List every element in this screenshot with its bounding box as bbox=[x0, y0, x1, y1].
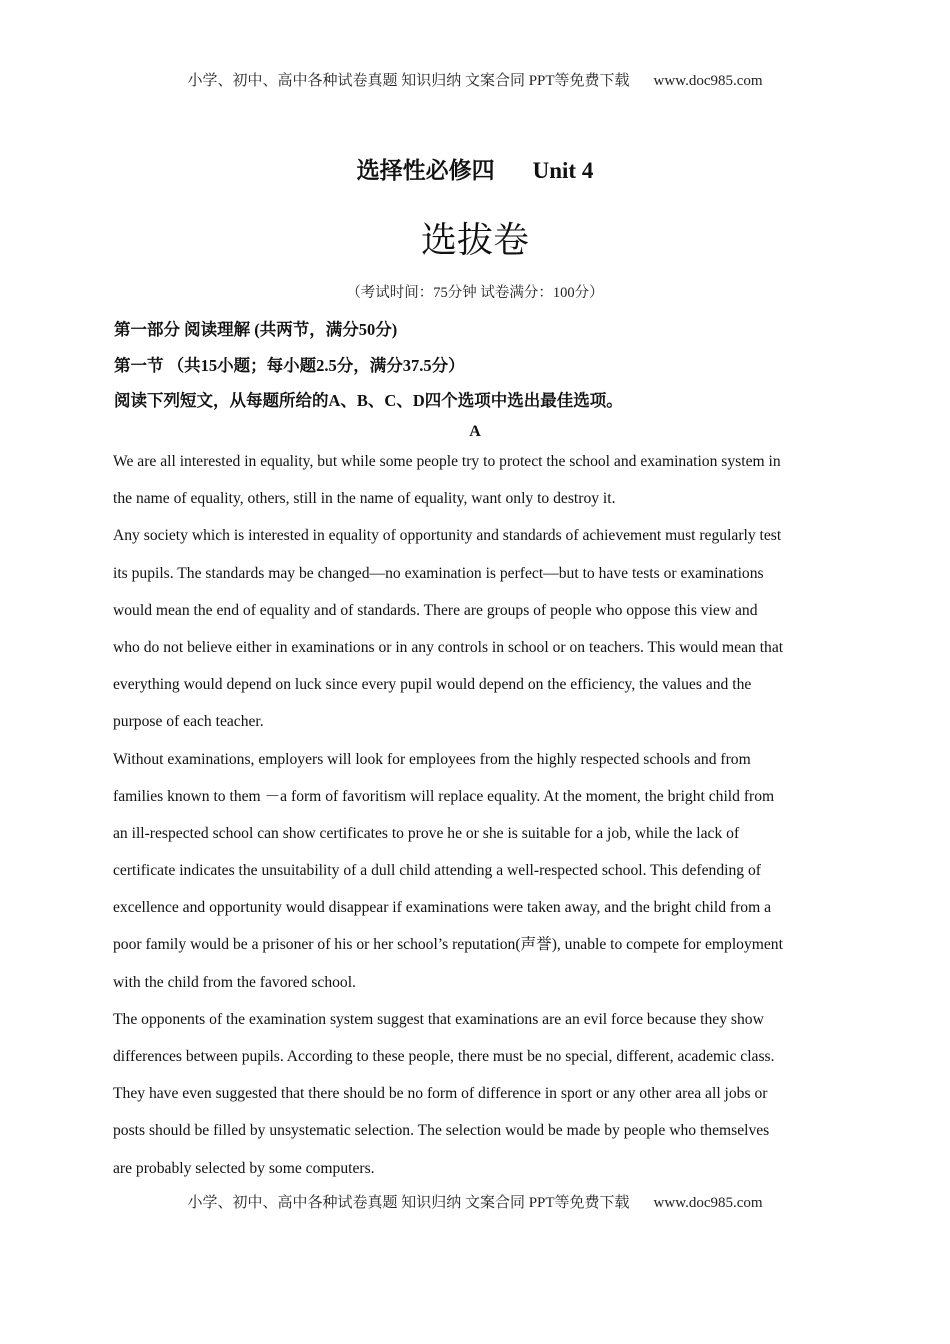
instruction: 阅读下列短文，从每题所给的A、B、C、D四个选项中选出最佳选项。 bbox=[114, 391, 623, 410]
passage-body bbox=[113, 443, 853, 1187]
section-heading: 第一节 （共15小题；每小题2.5分，满分37.5分） bbox=[114, 356, 465, 375]
header-site: www.doc985.com bbox=[653, 73, 763, 89]
passage-line: families known to them －a form of favoritism will replace equality. At the moment, the bright child from bbox=[113, 787, 775, 805]
document-title bbox=[0, 152, 950, 185]
passage-line: We are all interested in equality, but while some people try to protect the school and examination system in bbox=[113, 453, 781, 470]
header-text: 小学、初中、高中各种试卷真题 知识归纳 文案合同 PPT等免费下载 bbox=[187, 73, 630, 89]
passage-line: posts should be filled by unsystematic selection. The selection would be made by people who themselves bbox=[113, 1122, 770, 1140]
passage-line: differences between pupils. According to these people, there must be no special, different, academic class. bbox=[113, 1048, 775, 1065]
passage-line: its pupils. The standards may be changed—no examination is perfect—but to have tests or examinations bbox=[113, 564, 764, 582]
footer-text: 小学、初中、高中各种试卷真题 知识归纳 文案合同 PPT等免费下载 bbox=[187, 1195, 630, 1211]
title-course: 选择性必修四 bbox=[356, 158, 495, 183]
passage-line: are probably selected by some computers. bbox=[113, 1159, 375, 1177]
passage-line: with the child from the favored school. bbox=[113, 973, 356, 991]
passage-line: the name of equality, others, still in the name of equality, want only to destroy it. bbox=[113, 490, 616, 508]
passage-line: would mean the end of equality and of standards. There are groups of people who oppose this view and bbox=[113, 601, 758, 619]
passage-line: purpose of each teacher. bbox=[113, 713, 264, 731]
passage-line: Any society which is interested in equality of opportunity and standards of achievement must regularly test bbox=[113, 527, 782, 545]
passage-line: The opponents of the examination system suggest that examinations are an evil force because they show bbox=[113, 1010, 764, 1028]
footer-site: www.doc985.com bbox=[653, 1195, 763, 1211]
passage-line: an ill-respected school can show certificates to prove he or she is suitable for a job, while the lack of bbox=[113, 824, 740, 842]
passage-line: Without examinations, employers will look for employees from the highly respected schools and from bbox=[113, 750, 751, 768]
document-subtitle: 选拔卷 bbox=[420, 220, 529, 261]
passage-line: who do not believe either in examinations or in any controls in school or on teachers. This would mean that bbox=[113, 638, 784, 656]
passage-line: excellence and opportunity would disappear if examinations were taken away, and the bright child from a bbox=[113, 899, 772, 917]
page-header bbox=[0, 69, 950, 90]
passage-line: They have even suggested that there should be no form of difference in sport or any other area all jobs or bbox=[113, 1085, 768, 1103]
exam-info: （考试时间：75分钟 试卷满分：100分） bbox=[346, 285, 604, 301]
passage-line: everything would depend on luck since every pupil would depend on the efficiency, the values and the bbox=[113, 676, 752, 694]
passage-line: poor family would be a prisoner of his or her school’s reputation(声誉), unable to compete for employment bbox=[113, 936, 783, 954]
passage-letter: A bbox=[469, 423, 481, 440]
part-heading: 第一部分 阅读理解 (共两节，满分50分) bbox=[114, 320, 398, 339]
title-unit: Unit 4 bbox=[532, 158, 594, 183]
page-footer bbox=[0, 1191, 950, 1212]
passage-line: certificate indicates the unsuitability of a dull child attending a well-respected school. This defending of bbox=[113, 862, 761, 880]
